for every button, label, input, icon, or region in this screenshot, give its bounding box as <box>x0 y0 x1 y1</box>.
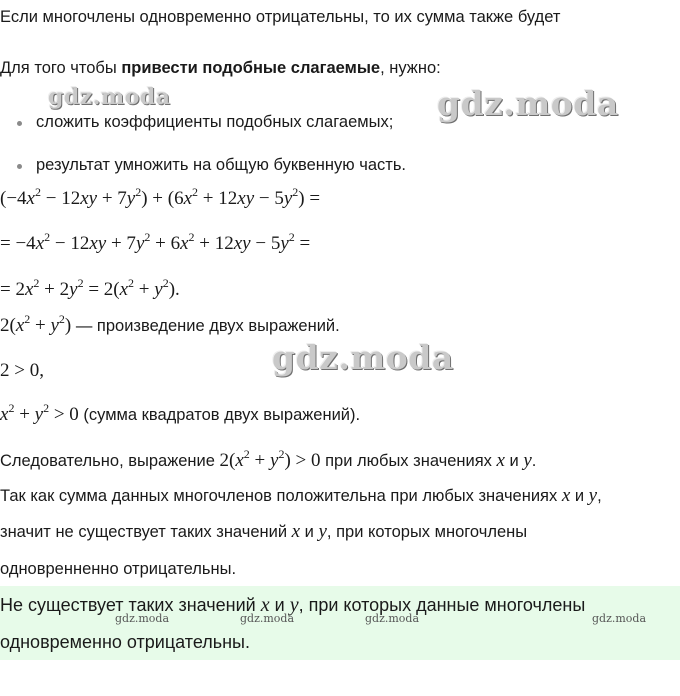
rule-bold-term: привести подобные слагаемые <box>121 59 381 77</box>
bullet-item-2: результат умножить на общую буквенную часть. <box>36 156 407 174</box>
watermark-small: gdz.moda <box>240 612 295 625</box>
bullet-dot <box>17 164 22 169</box>
equation-line-3: = $2x^2 + 2y^2 = 2(x^2 + y^2)$. <box>0 276 180 300</box>
intro-line: Если многочлены одновременно отрицательны, то их сумма также будет <box>0 8 561 26</box>
since-line: Так как сумма данных многочленов положительна при любых значениях x и y, <box>0 485 602 506</box>
answer-line-2: одновременно отрицательны. <box>0 632 250 652</box>
watermark-logo: gdz.moda <box>48 84 171 110</box>
answer-line-1: Не существует таких значений x и y, при которых данные многочлены <box>0 594 586 616</box>
watermark-small: gdz.moda <box>592 612 647 625</box>
bullet-dot <box>17 121 22 126</box>
conclusion-line: Следовательно, выражение $2(x^2 + y^2) > 0$ при любых значениях x и y. <box>0 447 537 471</box>
bullet-item-1: сложить коэффициенты подобных слагаемых; <box>36 113 394 131</box>
inequality-two: 2 > 0, <box>0 360 44 381</box>
watermark-logo: gdz.moda <box>272 338 454 377</box>
equation-line-1: $(-4x^2 - 12xy + 7y^2) + (6x^2 + 12xy - 5y^2)$ = <box>0 185 321 209</box>
negative-line: одновренненно отрицательны. <box>0 560 237 578</box>
equation-line-2: = $-4x^2 - 12xy + 7y^2 + 6x^2 + 12xy - 5y^2$ = <box>0 230 311 254</box>
rule-heading: Для того чтобы привести подобные слагаемые, нужно: <box>0 59 441 77</box>
watermark-small: gdz.moda <box>115 612 170 625</box>
means-line: значит не существует таких значений x и y, при которых многочлены <box>0 521 528 542</box>
product-line: $2(x^2 + y^2)$ — произведение двух выражений. <box>0 312 340 336</box>
watermark-logo: gdz.moda <box>437 84 619 123</box>
watermark-small: gdz.moda <box>365 612 420 625</box>
sum-squares-line: $x^2 + y^2 > 0$ (сумма квадратов двух выражений). <box>0 401 361 425</box>
